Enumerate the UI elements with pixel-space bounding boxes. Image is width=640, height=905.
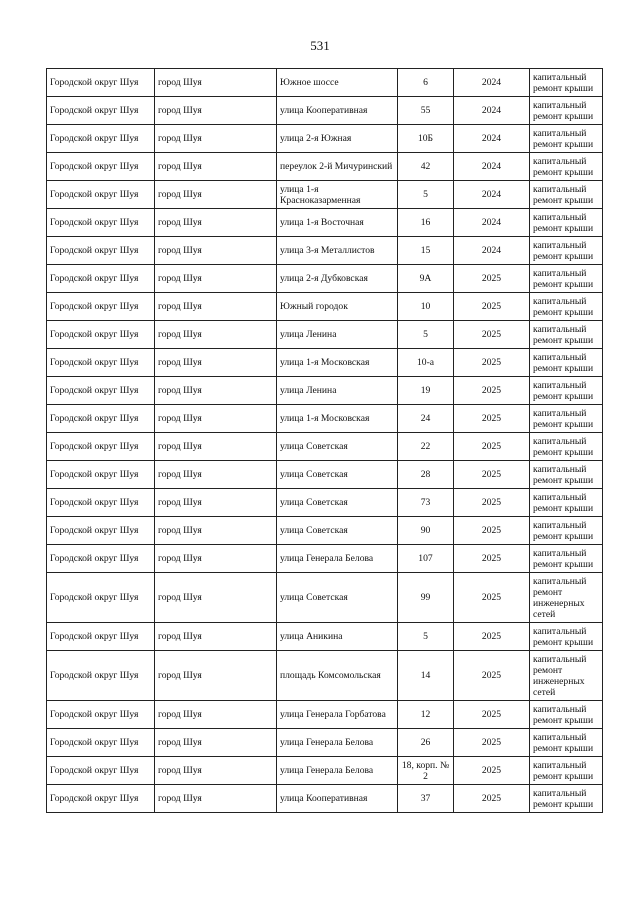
city-cell: город Шуя xyxy=(155,293,277,321)
year-cell: 2025 xyxy=(454,785,530,813)
house-number-cell: 9А xyxy=(398,265,454,293)
work-type-cell: капитальный ремонт крыши xyxy=(530,785,603,813)
street-cell: улица Советская xyxy=(277,433,398,461)
work-type-cell: капитальный ремонт крыши xyxy=(530,701,603,729)
house-number-cell: 28 xyxy=(398,461,454,489)
work-type-cell: капитальный ремонт крыши xyxy=(530,433,603,461)
work-type-cell: капитальный ремонт крыши xyxy=(530,757,603,785)
table-row xyxy=(47,701,603,729)
house-number-cell: 22 xyxy=(398,433,454,461)
year-cell: 2025 xyxy=(454,729,530,757)
table-row xyxy=(47,489,603,517)
municipality-cell: Городской округ Шуя xyxy=(47,321,155,349)
street-cell: Южный городок xyxy=(277,293,398,321)
year-cell: 2024 xyxy=(454,181,530,209)
work-type-cell: капитальный ремонт крыши xyxy=(530,377,603,405)
city-cell: город Шуя xyxy=(155,349,277,377)
house-number-cell: 5 xyxy=(398,321,454,349)
street-cell: улица Генерала Белова xyxy=(277,729,398,757)
table-row xyxy=(47,651,603,701)
work-type-cell: капитальный ремонт инженерных сетей xyxy=(530,573,603,623)
street-cell: Южное шоссе xyxy=(277,69,398,97)
year-cell: 2025 xyxy=(454,377,530,405)
municipality-cell: Городской округ Шуя xyxy=(47,377,155,405)
year-cell: 2025 xyxy=(454,461,530,489)
city-cell: город Шуя xyxy=(155,757,277,785)
table-row xyxy=(47,209,603,237)
street-cell: улица 2-я Южная xyxy=(277,125,398,153)
work-type-cell: капитальный ремонт крыши xyxy=(530,517,603,545)
street-cell: улица Советская xyxy=(277,573,398,623)
year-cell: 2025 xyxy=(454,701,530,729)
street-cell: улица 1-я Московская xyxy=(277,405,398,433)
municipality-cell: Городской округ Шуя xyxy=(47,69,155,97)
table-row xyxy=(47,97,603,125)
city-cell: город Шуя xyxy=(155,785,277,813)
house-number-cell: 26 xyxy=(398,729,454,757)
year-cell: 2025 xyxy=(454,623,530,651)
year-cell: 2024 xyxy=(454,153,530,181)
table-row xyxy=(47,265,603,293)
repair-schedule-table xyxy=(46,68,603,813)
city-cell: город Шуя xyxy=(155,321,277,349)
street-cell: улица Генерала Горбатова xyxy=(277,701,398,729)
year-cell: 2025 xyxy=(454,651,530,701)
house-number-cell: 10 xyxy=(398,293,454,321)
municipality-cell: Городской округ Шуя xyxy=(47,785,155,813)
street-cell: улица Советская xyxy=(277,461,398,489)
house-number-cell: 18, корп. № 2 xyxy=(398,757,454,785)
work-type-cell: капитальный ремонт крыши xyxy=(530,623,603,651)
municipality-cell: Городской округ Шуя xyxy=(47,701,155,729)
year-cell: 2024 xyxy=(454,209,530,237)
city-cell: город Шуя xyxy=(155,265,277,293)
house-number-cell: 16 xyxy=(398,209,454,237)
city-cell: город Шуя xyxy=(155,181,277,209)
street-cell: улица 1-я Московская xyxy=(277,349,398,377)
year-cell: 2024 xyxy=(454,69,530,97)
municipality-cell: Городской округ Шуя xyxy=(47,125,155,153)
work-type-cell: капитальный ремонт крыши xyxy=(530,545,603,573)
city-cell: город Шуя xyxy=(155,651,277,701)
city-cell: город Шуя xyxy=(155,701,277,729)
year-cell: 2025 xyxy=(454,573,530,623)
table-row xyxy=(47,461,603,489)
house-number-cell: 24 xyxy=(398,405,454,433)
table-row xyxy=(47,405,603,433)
street-cell: улица 3-я Металлистов xyxy=(277,237,398,265)
city-cell: город Шуя xyxy=(155,405,277,433)
street-cell: улица Советская xyxy=(277,489,398,517)
work-type-cell: капитальный ремонт крыши xyxy=(530,237,603,265)
city-cell: город Шуя xyxy=(155,517,277,545)
work-type-cell: капитальный ремонт инженерных сетей xyxy=(530,651,603,701)
city-cell: город Шуя xyxy=(155,377,277,405)
year-cell: 2025 xyxy=(454,349,530,377)
house-number-cell: 5 xyxy=(398,181,454,209)
municipality-cell: Городской округ Шуя xyxy=(47,97,155,125)
work-type-cell: капитальный ремонт крыши xyxy=(530,349,603,377)
house-number-cell: 73 xyxy=(398,489,454,517)
street-cell: площадь Комсомольская xyxy=(277,651,398,701)
table-row xyxy=(47,573,603,623)
city-cell: город Шуя xyxy=(155,489,277,517)
municipality-cell: Городской округ Шуя xyxy=(47,651,155,701)
table-row xyxy=(47,377,603,405)
work-type-cell: капитальный ремонт крыши xyxy=(530,153,603,181)
city-cell: город Шуя xyxy=(155,153,277,181)
table-row xyxy=(47,321,603,349)
table-row xyxy=(47,69,603,97)
table-row xyxy=(47,433,603,461)
house-number-cell: 5 xyxy=(398,623,454,651)
city-cell: город Шуя xyxy=(155,729,277,757)
city-cell: город Шуя xyxy=(155,573,277,623)
house-number-cell: 107 xyxy=(398,545,454,573)
table-row xyxy=(47,349,603,377)
city-cell: город Шуя xyxy=(155,125,277,153)
municipality-cell: Городской округ Шуя xyxy=(47,573,155,623)
street-cell: переулок 2-й Мичуринский xyxy=(277,153,398,181)
municipality-cell: Городской округ Шуя xyxy=(47,433,155,461)
city-cell: город Шуя xyxy=(155,623,277,651)
city-cell: город Шуя xyxy=(155,97,277,125)
table-row xyxy=(47,293,603,321)
house-number-cell: 12 xyxy=(398,701,454,729)
municipality-cell: Городской округ Шуя xyxy=(47,545,155,573)
year-cell: 2025 xyxy=(454,433,530,461)
work-type-cell: капитальный ремонт крыши xyxy=(530,729,603,757)
house-number-cell: 99 xyxy=(398,573,454,623)
table-row xyxy=(47,125,603,153)
municipality-cell: Городской округ Шуя xyxy=(47,237,155,265)
municipality-cell: Городской округ Шуя xyxy=(47,757,155,785)
year-cell: 2025 xyxy=(454,545,530,573)
year-cell: 2025 xyxy=(454,405,530,433)
municipality-cell: Городской округ Шуя xyxy=(47,461,155,489)
house-number-cell: 10Б xyxy=(398,125,454,153)
municipality-cell: Городской округ Шуя xyxy=(47,405,155,433)
municipality-cell: Городской округ Шуя xyxy=(47,517,155,545)
work-type-cell: капитальный ремонт крыши xyxy=(530,69,603,97)
street-cell: улица Аникина xyxy=(277,623,398,651)
house-number-cell: 15 xyxy=(398,237,454,265)
work-type-cell: капитальный ремонт крыши xyxy=(530,293,603,321)
municipality-cell: Городской округ Шуя xyxy=(47,623,155,651)
house-number-cell: 37 xyxy=(398,785,454,813)
year-cell: 2025 xyxy=(454,321,530,349)
table-row xyxy=(47,237,603,265)
street-cell: улица Ленина xyxy=(277,321,398,349)
table-body xyxy=(47,69,603,813)
street-cell: улица Кооперативная xyxy=(277,785,398,813)
work-type-cell: капитальный ремонт крыши xyxy=(530,265,603,293)
work-type-cell: капитальный ремонт крыши xyxy=(530,181,603,209)
table-row xyxy=(47,181,603,209)
year-cell: 2025 xyxy=(454,489,530,517)
street-cell: улица Советская xyxy=(277,517,398,545)
page-number: 531 xyxy=(310,38,330,53)
table-row xyxy=(47,517,603,545)
municipality-cell: Городской округ Шуя xyxy=(47,181,155,209)
city-cell: город Шуя xyxy=(155,69,277,97)
work-type-cell: капитальный ремонт крыши xyxy=(530,209,603,237)
street-cell: улица 1-я Восточная xyxy=(277,209,398,237)
work-type-cell: капитальный ремонт крыши xyxy=(530,97,603,125)
municipality-cell: Городской округ Шуя xyxy=(47,349,155,377)
street-cell: улица Генерала Белова xyxy=(277,545,398,573)
municipality-cell: Городской округ Шуя xyxy=(47,209,155,237)
year-cell: 2025 xyxy=(454,517,530,545)
house-number-cell: 42 xyxy=(398,153,454,181)
municipality-cell: Городской округ Шуя xyxy=(47,729,155,757)
year-cell: 2025 xyxy=(454,293,530,321)
table-row xyxy=(47,623,603,651)
house-number-cell: 55 xyxy=(398,97,454,125)
year-cell: 2024 xyxy=(454,125,530,153)
city-cell: город Шуя xyxy=(155,433,277,461)
city-cell: город Шуя xyxy=(155,545,277,573)
house-number-cell: 90 xyxy=(398,517,454,545)
year-cell: 2024 xyxy=(454,97,530,125)
work-type-cell: капитальный ремонт крыши xyxy=(530,461,603,489)
year-cell: 2025 xyxy=(454,265,530,293)
table-row xyxy=(47,153,603,181)
table-row xyxy=(47,785,603,813)
house-number-cell: 10-а xyxy=(398,349,454,377)
house-number-cell: 14 xyxy=(398,651,454,701)
street-cell: улица Кооперативная xyxy=(277,97,398,125)
municipality-cell: Городской округ Шуя xyxy=(47,265,155,293)
work-type-cell: капитальный ремонт крыши xyxy=(530,321,603,349)
city-cell: город Шуя xyxy=(155,461,277,489)
house-number-cell: 6 xyxy=(398,69,454,97)
street-cell: улица 1-я Красноказарменная xyxy=(277,181,398,209)
city-cell: город Шуя xyxy=(155,209,277,237)
work-type-cell: капитальный ремонт крыши xyxy=(530,489,603,517)
municipality-cell: Городской округ Шуя xyxy=(47,489,155,517)
street-cell: улица 2-я Дубковская xyxy=(277,265,398,293)
year-cell: 2025 xyxy=(454,757,530,785)
municipality-cell: Городской округ Шуя xyxy=(47,293,155,321)
street-cell: улица Генерала Белова xyxy=(277,757,398,785)
table-row xyxy=(47,545,603,573)
street-cell: улица Ленина xyxy=(277,377,398,405)
city-cell: город Шуя xyxy=(155,237,277,265)
year-cell: 2024 xyxy=(454,237,530,265)
table-row xyxy=(47,729,603,757)
work-type-cell: капитальный ремонт крыши xyxy=(530,405,603,433)
work-type-cell: капитальный ремонт крыши xyxy=(530,125,603,153)
house-number-cell: 19 xyxy=(398,377,454,405)
table-row xyxy=(47,757,603,785)
municipality-cell: Городской округ Шуя xyxy=(47,153,155,181)
